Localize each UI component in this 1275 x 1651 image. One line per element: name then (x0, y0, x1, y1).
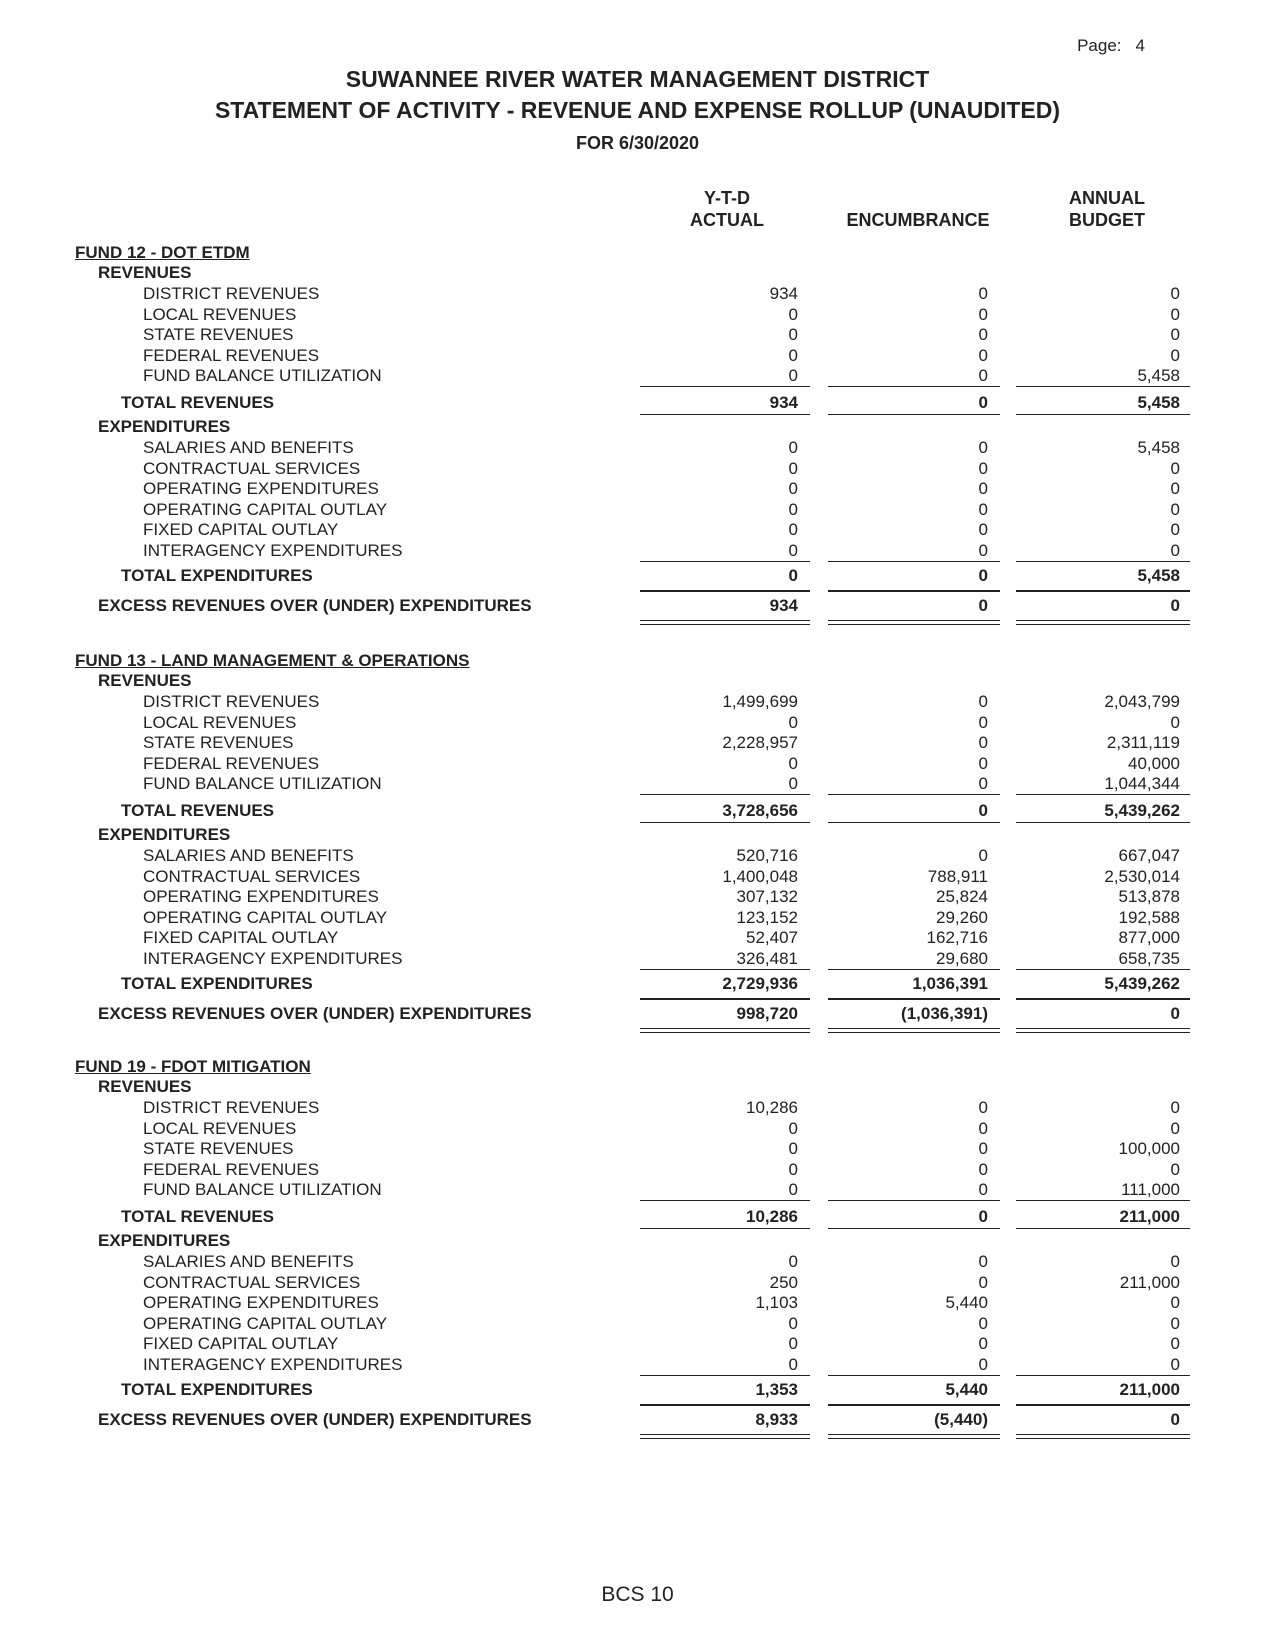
expenditure-row-encumbrance: 0 (978, 846, 988, 865)
total-revenues-row-label: TOTAL REVENUES (121, 801, 275, 820)
expenditure-row (0, 1334, 1275, 1355)
revenue-subtotal-rule-2 (828, 1200, 1000, 1201)
expenditure-row-encumbrance: 0 (978, 1272, 988, 1292)
total-expenditures-row (0, 1380, 1275, 1401)
expenditure-row-ytd: 1,400,048 (722, 866, 798, 886)
column-header-ytd-actual (652, 187, 802, 231)
revenue-row-encumbrance: 0 (978, 733, 988, 753)
total-expenditures-row-ytd: 0 (788, 566, 798, 585)
excess-row (0, 1410, 1275, 1431)
revenue-subtotal-rule-3 (1016, 386, 1190, 387)
page-number-value: 4 (1135, 36, 1145, 55)
revenue-row (0, 284, 1275, 305)
expenditure-row (0, 1273, 1275, 1294)
excess-row-budget: 0 (1170, 1410, 1180, 1429)
revenue-subtotal-rule-1 (640, 794, 810, 795)
period-title: FOR 6/30/2020 (575, 133, 700, 153)
excess-row-encumbrance: 0 (978, 596, 988, 615)
expenditure-subtotal-rule-1 (640, 969, 810, 970)
expenditures-heading: EXPENDITURES (98, 417, 231, 436)
expenditure-row-ytd: 250 (769, 1272, 798, 1292)
expenditure-row-encumbrance: 29,260 (936, 907, 988, 927)
total-expenditures-rule-1 (640, 1404, 810, 1406)
revenue-row-budget: 0 (1170, 284, 1180, 303)
total-revenues-rule-1 (640, 822, 810, 823)
expenditure-row-ytd: 0 (788, 1355, 798, 1374)
expenditures-heading: EXPENDITURES (98, 1231, 231, 1250)
expenditure-row-label: CONTRACTUAL SERVICES (143, 866, 361, 886)
expenditure-row-label: FIXED CAPITAL OUTLAY (143, 1334, 339, 1354)
excess-double-rule-3 (1016, 1028, 1190, 1033)
expenditure-row-budget: 0 (1170, 1313, 1180, 1333)
total-expenditures-row-encumbrance: 1,036,391 (912, 974, 988, 993)
total-revenues-row (0, 393, 1275, 414)
total-expenditures-row (0, 566, 1275, 587)
expenditure-row-budget: 2,530,014 (1104, 866, 1180, 886)
column-header-ytd-line1: Y-T-D (703, 188, 750, 208)
revenue-row-budget: 40,000 (1128, 753, 1180, 773)
revenue-subtotal-rule-3 (1016, 794, 1190, 795)
total-revenues-row-encumbrance: 0 (978, 801, 988, 820)
excess-double-rule-1 (640, 1434, 810, 1439)
expenditure-row (0, 846, 1275, 867)
total-revenues-row-budget: 5,458 (1137, 393, 1180, 412)
revenue-row (0, 1180, 1275, 1201)
excess-row-encumbrance: (1,036,391) (901, 1004, 988, 1023)
total-expenditures-rule-1 (640, 590, 810, 592)
excess-row-label: EXCESS REVENUES OVER (UNDER) EXPENDITURES (98, 1410, 532, 1429)
column-header-budget-line1: ANNUAL (1069, 188, 1145, 208)
total-expenditures-row-ytd: 1,353 (755, 1380, 798, 1399)
revenue-row-encumbrance: 0 (978, 304, 988, 324)
revenue-row-encumbrance: 0 (978, 1139, 988, 1159)
revenue-row-ytd: 0 (788, 325, 798, 345)
expenditure-row (0, 928, 1275, 949)
total-revenues-row-ytd: 934 (769, 393, 798, 412)
expenditure-row-budget: 0 (1170, 1293, 1180, 1313)
expenditure-row-encumbrance: 0 (978, 1252, 988, 1271)
expenditure-row-encumbrance: 0 (978, 458, 988, 478)
revenue-row-ytd: 0 (788, 304, 798, 324)
expenditure-row-encumbrance: 5,440 (945, 1293, 988, 1313)
revenue-row (0, 325, 1275, 346)
expenditure-row (0, 520, 1275, 541)
expenditure-row (0, 1314, 1275, 1335)
revenue-row-budget: 0 (1170, 1159, 1180, 1179)
expenditure-row (0, 908, 1275, 929)
expenditure-row (0, 1293, 1275, 1314)
expenditure-row-label: OPERATING CAPITAL OUTLAY (143, 1313, 388, 1333)
revenue-row-encumbrance: 0 (978, 712, 988, 732)
expenditure-row (0, 438, 1275, 459)
expenditure-subtotal-rule-2 (828, 1375, 1000, 1376)
expenditure-row-encumbrance: 25,824 (936, 887, 988, 907)
total-revenues-rule-1 (640, 1228, 810, 1229)
revenue-row (0, 692, 1275, 713)
total-revenues-rule-2 (828, 822, 1000, 823)
expenditure-row-encumbrance: 0 (978, 479, 988, 499)
expenditure-row-encumbrance: 0 (978, 438, 988, 457)
revenue-row-encumbrance: 0 (978, 692, 988, 711)
excess-row-budget: 0 (1170, 1004, 1180, 1023)
revenue-row-encumbrance: 0 (978, 284, 988, 303)
revenue-row-encumbrance: 0 (978, 1118, 988, 1138)
total-expenditures-row-encumbrance: 5,440 (945, 1380, 988, 1399)
page-footer: BCS 10 (601, 1583, 674, 1606)
revenue-row-label: DISTRICT REVENUES (143, 284, 320, 303)
expenditure-row-encumbrance: 788,911 (927, 866, 988, 886)
revenue-row-budget: 0 (1170, 325, 1180, 345)
total-expenditures-rule-1 (640, 998, 810, 1000)
expenditure-row-ytd: 307,132 (736, 887, 798, 907)
revenue-row-label: STATE REVENUES (143, 325, 294, 345)
total-revenues-row-encumbrance: 0 (978, 393, 988, 412)
expenditure-row-ytd: 0 (788, 541, 798, 560)
expenditure-subtotal-rule-1 (640, 1375, 810, 1376)
excess-double-rule-1 (640, 620, 810, 625)
expenditure-row-label: CONTRACTUAL SERVICES (143, 458, 361, 478)
expenditure-row-budget: 0 (1170, 479, 1180, 499)
expenditure-row-budget: 211,000 (1119, 1272, 1180, 1292)
expenditure-row (0, 479, 1275, 500)
excess-row-encumbrance: (5,440) (934, 1410, 988, 1429)
fund-title: FUND 12 - DOT ETDM (75, 243, 250, 262)
expenditure-row (0, 867, 1275, 888)
excess-row (0, 596, 1275, 617)
revenue-row-budget: 111,000 (1121, 1180, 1180, 1200)
total-revenues-rule-2 (828, 1228, 1000, 1229)
revenue-row-ytd: 0 (788, 366, 798, 386)
total-expenditures-rule-2 (828, 590, 1000, 592)
revenue-row-label: LOCAL REVENUES (143, 304, 297, 324)
total-expenditures-row-budget: 5,458 (1137, 566, 1180, 585)
revenue-subtotal-rule-1 (640, 386, 810, 387)
expenditure-subtotal-rule-2 (828, 561, 1000, 562)
revenue-row-budget: 100,000 (1118, 1139, 1180, 1159)
revenue-row-label: FEDERAL REVENUES (143, 345, 320, 365)
revenue-row (0, 1160, 1275, 1181)
expenditure-row-budget: 0 (1170, 1334, 1180, 1354)
revenue-row-ytd: 10,286 (746, 1098, 798, 1117)
revenue-row-label: DISTRICT REVENUES (143, 1098, 320, 1117)
total-expenditures-rule-2 (828, 998, 1000, 1000)
revenue-row-budget: 1,044,344 (1104, 774, 1180, 794)
revenue-row-ytd: 0 (788, 345, 798, 365)
expenditure-row-label: INTERAGENCY EXPENDITURES (143, 541, 403, 560)
revenue-row (0, 774, 1275, 795)
excess-double-rule-2 (828, 620, 1000, 625)
revenue-row (0, 754, 1275, 775)
excess-row-ytd: 934 (769, 596, 798, 615)
expenditure-row-label: OPERATING EXPENDITURES (143, 887, 379, 907)
total-revenues-rule-2 (828, 414, 1000, 415)
revenue-row-label: LOCAL REVENUES (143, 1118, 297, 1138)
revenue-row-encumbrance: 0 (978, 1180, 988, 1200)
revenue-row-label: FUND BALANCE UTILIZATION (143, 774, 382, 794)
revenue-row-ytd: 0 (788, 753, 798, 773)
expenditure-row-budget: 658,735 (1118, 949, 1180, 968)
org-title: SUWANNEE RIVER WATER MANAGEMENT DISTRICT (345, 66, 930, 92)
column-header-annual-budget (1032, 187, 1182, 231)
revenue-subtotal-rule-2 (828, 386, 1000, 387)
expenditure-row (0, 949, 1275, 970)
total-revenues-row-encumbrance: 0 (978, 1207, 988, 1226)
expenditure-row-ytd: 0 (788, 1313, 798, 1333)
expenditure-row-budget: 0 (1170, 1355, 1180, 1374)
revenue-row-ytd: 934 (769, 284, 798, 303)
expenditure-row-encumbrance: 0 (978, 499, 988, 519)
total-expenditures-rule-3 (1016, 590, 1190, 592)
revenue-row-budget: 2,311,119 (1106, 733, 1180, 753)
revenue-row-label: FEDERAL REVENUES (143, 1159, 320, 1179)
revenue-row (0, 346, 1275, 367)
revenue-row (0, 713, 1275, 734)
revenue-row-encumbrance: 0 (978, 774, 988, 794)
expenditure-row-ytd: 326,481 (736, 949, 798, 968)
revenue-row-encumbrance: 0 (978, 325, 988, 345)
expenditure-subtotal-rule-1 (640, 561, 810, 562)
revenue-row (0, 1139, 1275, 1160)
expenditure-row-budget: 0 (1170, 541, 1180, 560)
expenditure-row-ytd: 520,716 (736, 846, 798, 865)
expenditure-row (0, 1355, 1275, 1376)
total-revenues-rule-1 (640, 414, 810, 415)
revenue-row-encumbrance: 0 (978, 753, 988, 773)
expenditure-row-budget: 0 (1170, 1252, 1180, 1271)
expenditure-row-ytd: 0 (788, 479, 798, 499)
expenditure-row-budget: 0 (1170, 499, 1180, 519)
expenditure-row (0, 500, 1275, 521)
expenditure-row-encumbrance: 0 (978, 1334, 988, 1354)
expenditure-row (0, 459, 1275, 480)
revenue-row-encumbrance: 0 (978, 345, 988, 365)
expenditure-row-label: OPERATING CAPITAL OUTLAY (143, 499, 388, 519)
total-revenues-row-budget: 5,439,262 (1104, 801, 1180, 820)
excess-row-label: EXCESS REVENUES OVER (UNDER) EXPENDITURES (98, 596, 532, 615)
total-revenues-row-ytd: 10,286 (746, 1207, 798, 1226)
expenditure-row-ytd: 1,103 (755, 1293, 798, 1313)
expenditure-row-budget: 667,047 (1118, 846, 1180, 865)
revenue-row (0, 1119, 1275, 1140)
revenue-row-budget: 0 (1170, 304, 1180, 324)
excess-row-budget: 0 (1170, 596, 1180, 615)
column-header-budget-line2: BUDGET (1069, 210, 1145, 230)
revenue-row-label: FUND BALANCE UTILIZATION (143, 1180, 382, 1200)
total-expenditures-rule-2 (828, 1404, 1000, 1406)
revenue-row-label: LOCAL REVENUES (143, 712, 297, 732)
total-expenditures-rule-3 (1016, 998, 1190, 1000)
page-number (1077, 36, 1145, 56)
expenditure-row-budget: 0 (1170, 520, 1180, 540)
expenditure-row-ytd: 0 (788, 1334, 798, 1354)
revenue-row (0, 1098, 1275, 1119)
revenue-row-label: FUND BALANCE UTILIZATION (143, 366, 382, 386)
expenditure-row-ytd: 0 (788, 458, 798, 478)
expenditure-row (0, 1252, 1275, 1273)
expenditure-row-label: INTERAGENCY EXPENDITURES (143, 1355, 403, 1374)
column-header-encumbrance: ENCUMBRANCE (846, 210, 990, 230)
revenue-row (0, 733, 1275, 754)
revenue-row-encumbrance: 0 (978, 1098, 988, 1117)
total-expenditures-row-label: TOTAL EXPENDITURES (121, 1380, 313, 1399)
statement-title: STATEMENT OF ACTIVITY - REVENUE AND EXPENSE ROLLUP (UNAUDITED) (214, 97, 1061, 123)
expenditure-row-budget: 877,000 (1118, 928, 1180, 948)
total-revenues-row-budget: 211,000 (1119, 1207, 1180, 1226)
expenditure-row-label: FIXED CAPITAL OUTLAY (143, 520, 339, 540)
total-revenues-row-label: TOTAL REVENUES (121, 1207, 275, 1226)
column-header-ytd-line2: ACTUAL (690, 210, 764, 230)
expenditure-subtotal-rule-3 (1016, 561, 1190, 562)
expenditure-row-ytd: 123,152 (736, 907, 798, 927)
revenue-subtotal-rule-1 (640, 1200, 810, 1201)
expenditure-row-ytd: 0 (788, 499, 798, 519)
revenue-row-budget: 0 (1170, 345, 1180, 365)
total-expenditures-row-ytd: 2,729,936 (722, 974, 798, 993)
revenue-row-ytd: 0 (788, 1159, 798, 1179)
revenues-heading: REVENUES (98, 671, 192, 690)
total-revenues-row (0, 801, 1275, 822)
expenditure-row-budget: 0 (1170, 458, 1180, 478)
revenue-row-budget: 0 (1170, 712, 1180, 732)
excess-double-rule-3 (1016, 620, 1190, 625)
total-expenditures-row-budget: 5,439,262 (1104, 974, 1180, 993)
expenditure-row-ytd: 0 (788, 1252, 798, 1271)
fund-title: FUND 19 - FDOT MITIGATION (75, 1057, 311, 1076)
revenue-subtotal-rule-2 (828, 794, 1000, 795)
expenditure-row-label: OPERATING EXPENDITURES (143, 479, 379, 499)
revenue-row-label: FEDERAL REVENUES (143, 753, 320, 773)
total-revenues-row (0, 1207, 1275, 1228)
expenditure-row-ytd: 0 (788, 520, 798, 540)
total-expenditures-row-encumbrance: 0 (978, 566, 988, 585)
revenue-row-label: DISTRICT REVENUES (143, 692, 320, 711)
expenditure-row-label: OPERATING CAPITAL OUTLAY (143, 907, 388, 927)
fund-title: FUND 13 - LAND MANAGEMENT & OPERATIONS (75, 651, 470, 670)
expenditure-row-encumbrance: 0 (978, 541, 988, 560)
revenue-row (0, 305, 1275, 326)
expenditure-row-encumbrance: 0 (978, 520, 988, 540)
excess-double-rule-2 (828, 1028, 1000, 1033)
total-revenues-rule-3 (1016, 414, 1190, 415)
revenue-subtotal-rule-3 (1016, 1200, 1190, 1201)
expenditure-row (0, 887, 1275, 908)
total-expenditures-row-label: TOTAL EXPENDITURES (121, 566, 313, 585)
expenditure-subtotal-rule-2 (828, 969, 1000, 970)
excess-row-ytd: 8,933 (755, 1410, 798, 1429)
revenue-row-budget: 5,458 (1137, 366, 1180, 386)
total-revenues-rule-3 (1016, 822, 1190, 823)
expenditure-row-budget: 513,878 (1118, 887, 1180, 907)
excess-double-rule-2 (828, 1434, 1000, 1439)
expenditure-row-budget: 192,588 (1118, 907, 1180, 927)
expenditure-row-label: FIXED CAPITAL OUTLAY (143, 928, 339, 948)
expenditure-row-label: OPERATING EXPENDITURES (143, 1293, 379, 1313)
expenditure-row-label: SALARIES AND BENEFITS (143, 438, 354, 457)
expenditure-row-label: SALARIES AND BENEFITS (143, 1252, 354, 1271)
revenue-row-budget: 0 (1170, 1118, 1180, 1138)
revenue-row-ytd: 1,499,699 (722, 692, 798, 711)
total-expenditures-row-budget: 211,000 (1119, 1380, 1180, 1399)
revenue-row-encumbrance: 0 (978, 366, 988, 386)
expenditures-heading: EXPENDITURES (98, 825, 231, 844)
expenditure-row-encumbrance: 0 (978, 1313, 988, 1333)
expenditure-row-encumbrance: 0 (978, 1355, 988, 1374)
excess-row-label: EXCESS REVENUES OVER (UNDER) EXPENDITURES (98, 1004, 532, 1023)
revenues-heading: REVENUES (98, 1077, 192, 1096)
revenue-row-label: STATE REVENUES (143, 1139, 294, 1159)
total-revenues-row-label: TOTAL REVENUES (121, 393, 275, 412)
revenue-row-ytd: 0 (788, 712, 798, 732)
revenue-row-ytd: 0 (788, 1180, 798, 1200)
revenue-row (0, 366, 1275, 387)
revenue-row-ytd: 0 (788, 1118, 798, 1138)
expenditure-row-label: SALARIES AND BENEFITS (143, 846, 354, 865)
total-expenditures-row-label: TOTAL EXPENDITURES (121, 974, 313, 993)
total-revenues-rule-3 (1016, 1228, 1190, 1229)
excess-row-ytd: 998,720 (736, 1004, 798, 1023)
expenditure-subtotal-rule-3 (1016, 969, 1190, 970)
page-label: Page: (1077, 36, 1122, 55)
expenditure-row-label: INTERAGENCY EXPENDITURES (143, 949, 403, 968)
excess-double-rule-3 (1016, 1434, 1190, 1439)
expenditure-row-encumbrance: 162,716 (926, 928, 988, 948)
total-revenues-row-ytd: 3,728,656 (722, 801, 798, 820)
total-expenditures-row (0, 974, 1275, 995)
total-expenditures-rule-3 (1016, 1404, 1190, 1406)
revenue-row-ytd: 0 (788, 774, 798, 794)
revenue-row-label: STATE REVENUES (143, 733, 294, 753)
expenditure-row (0, 541, 1275, 562)
expenditure-subtotal-rule-3 (1016, 1375, 1190, 1376)
excess-row (0, 1004, 1275, 1025)
revenue-row-encumbrance: 0 (978, 1159, 988, 1179)
revenues-heading: REVENUES (98, 263, 192, 282)
revenue-row-budget: 2,043,799 (1104, 692, 1180, 711)
expenditure-row-ytd: 52,407 (746, 928, 798, 948)
revenue-row-ytd: 0 (788, 1139, 798, 1159)
expenditure-row-budget: 5,458 (1137, 438, 1180, 457)
revenue-row-ytd: 2,228,957 (722, 733, 798, 753)
expenditure-row-ytd: 0 (788, 438, 798, 457)
expenditure-row-label: CONTRACTUAL SERVICES (143, 1272, 361, 1292)
expenditure-row-encumbrance: 29,680 (936, 949, 988, 968)
revenue-row-budget: 0 (1170, 1098, 1180, 1117)
excess-double-rule-1 (640, 1028, 810, 1033)
